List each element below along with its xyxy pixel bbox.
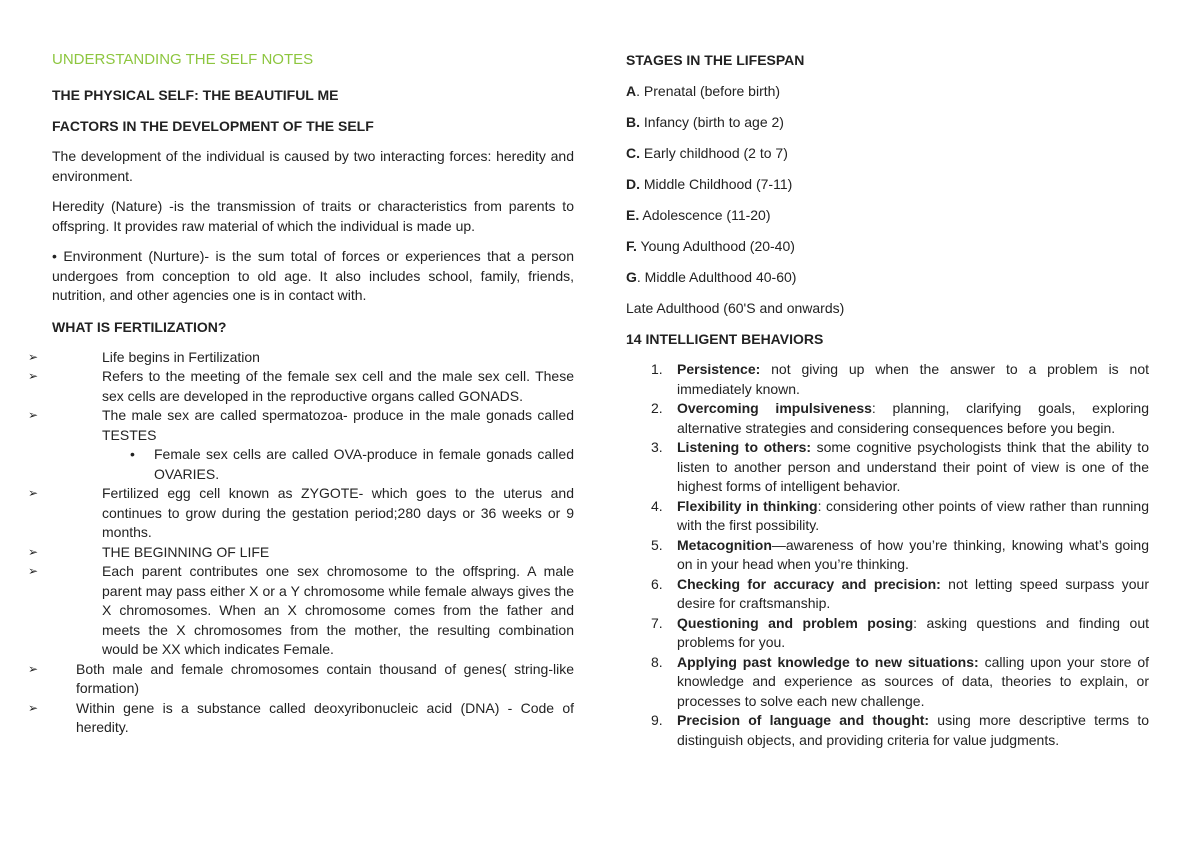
list-item: ➢ The male sex are called spermatozoa- produce in the male gonads called TESTES: [28, 407, 574, 443]
stage-item: E. Adolescence (11-20): [626, 207, 771, 223]
list-item: 3. Listening to others: some cognitive psychologists think that the ability to listen to another person and understand their point of view is one of the highest forms of intelligent behavior.: [651, 439, 1149, 494]
dot-bullet-icon: •: [130, 446, 135, 462]
stage-item: A. Prenatal (before birth): [626, 83, 781, 99]
stage-item: G. Middle Adulthood 40-60): [626, 269, 797, 285]
stage-item: D. Middle Childhood (7-11): [626, 176, 793, 192]
sub-list-item: • Female sex cells are called OVA-produce in female gonads called OVARIES.: [130, 446, 574, 482]
arrow-bullet-icon: ➢: [28, 369, 39, 383]
arrow-bullet-icon: ➢: [28, 486, 39, 500]
list-item: 6. Checking for accuracy and precision: not letting speed surpass your desire for craftsmanship.: [651, 575, 1149, 611]
arrow-bullet-icon: ➢: [28, 349, 39, 364]
list-item: 4. Flexibility in thinking: considering other points of view rather than running with the first possibility.: [651, 497, 1149, 533]
list-item: ➢ Refers to the meeting of the female sex cell and the male sex cell. These sex cells are developed in the reproductive organs called GONADS.: [28, 368, 574, 404]
list-item: ➢ Fertilized egg cell known as ZYGOTE- which goes to the uterus and continues to grow during the gestation period;280 days or 36 weeks or 9 months.: [28, 485, 574, 540]
arrow-bullet-icon: ➢: [28, 408, 39, 422]
list-item: 9. Precision of language and thought: using more descriptive terms to distinguish objects, and providing criteria for value judgments.: [651, 712, 1150, 748]
list-item: 8. Applying past knowledge to new situations: calling upon your store of knowledge and experience as sources of data, theories to explain, or processes to solve each new challenge.: [651, 653, 1149, 709]
list-item: ➢ Both male and female chromosomes contain thousand of genes( string-like formation): [28, 660, 574, 696]
fertilization-list: [28, 348, 574, 738]
arrow-bullet-icon: ➢: [28, 564, 39, 578]
paragraph-forces: The development of the individual is caused by two interacting forces: heredity and environment.: [52, 148, 574, 184]
stage-late-adulthood: Late Adulthood (60'S and onwards): [626, 300, 845, 316]
heading-intelligent-behaviors: 14 INTELLIGENT BEHAVIORS: [626, 331, 824, 347]
left-column: [28, 50, 574, 738]
list-item: ➢ Within gene is a substance called deoxyribonucleic acid (DNA) - Code of heredity.: [28, 699, 574, 735]
paragraph-environment: • Environment (Nurture)- is the sum total of forces or experiences that a person undergoes from conception to old age. It also includes school, family, friends, nutrition, and other agencies one is in contact with.: [52, 248, 574, 303]
heading-stages: STAGES IN THE LIFESPAN: [626, 52, 805, 68]
arrow-bullet-icon: ➢: [28, 544, 39, 559]
list-item: 2. Overcoming impulsiveness: planning, clarifying goals, exploring alternative strategies and considering consequences before you begin.: [651, 400, 1149, 436]
list-item: 1. Persistence: not giving up when the answer to a problem is not immediately known.: [651, 361, 1149, 397]
stage-item: B. Infancy (birth to age 2): [626, 114, 784, 130]
list-item: ➢ Life begins in Fertilization: [52, 348, 574, 368]
heading-physical-self: THE PHYSICAL SELF: THE BEAUTIFUL ME: [52, 87, 339, 103]
stage-item: C. Early childhood (2 to 7): [626, 145, 788, 161]
paragraph-heredity: Heredity (Nature) -is the transmission of traits or characteristics from parents to offspring. It provides raw material of which the individual is made up.: [52, 198, 574, 234]
arrow-bullet-icon: ➢: [28, 661, 39, 676]
arrow-bullet-icon: ➢: [28, 700, 39, 715]
list-item: ➢ THE BEGINNING OF LIFE: [52, 543, 574, 563]
behaviors-list: [626, 360, 1149, 750]
list-item: ➢ Each parent contributes one sex chromosome to the offspring. A male parent may pass either X or a Y chromosome while female always gives the X chromosomes. When an X chromosome comes from the father and meets the X chromosomes from the mother, the resulting combination would be XX which indicates Female.: [28, 563, 574, 657]
stage-item: F. Young Adulthood (20-40): [626, 238, 795, 254]
list-item: 5. Metacognition—awareness of how you’re thinking, knowing what’s going on in your head when you’re thinking.: [651, 536, 1149, 572]
heading-factors: FACTORS IN THE DEVELOPMENT OF THE SELF: [52, 118, 374, 134]
right-column: [626, 50, 1149, 750]
heading-fertilization: WHAT IS FERTILIZATION?: [52, 318, 227, 335]
list-item: 7. Questioning and problem posing: asking questions and finding out problems for you.: [651, 614, 1149, 650]
document-title: UNDERSTANDING THE SELF NOTES: [52, 51, 314, 68]
